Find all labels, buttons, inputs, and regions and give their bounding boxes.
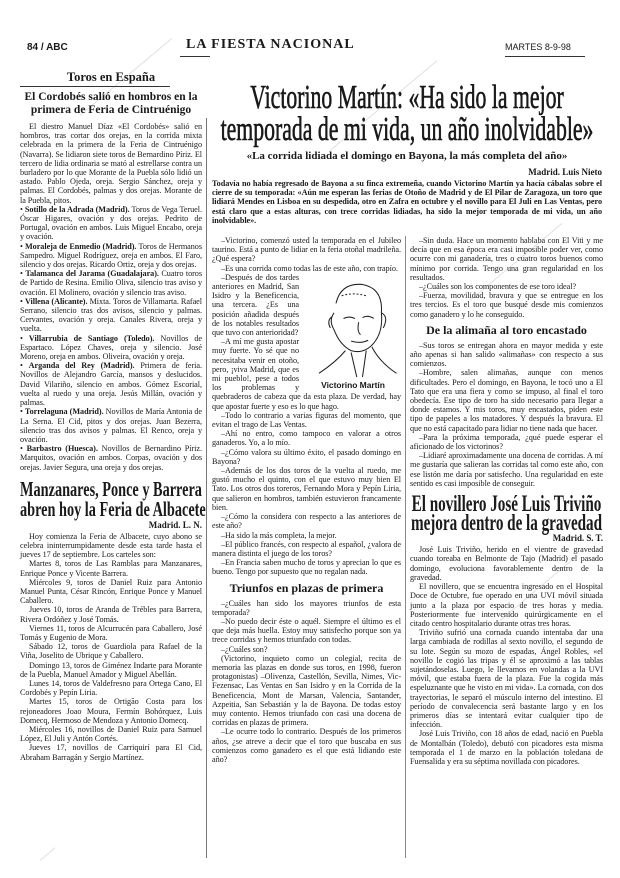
result-text: Toros de Vega Teruel. Óscar Higares, ovación y dos orejas. Pedrito de Portugal, ovación en ambos. Luis Miguel Encabo, oreja y ovación. (20, 204, 202, 242)
left-column (20, 70, 206, 762)
trivino-headline (410, 491, 603, 536)
paragraph: Hoy comienza la Feria de Albacete, cuyo abono se celebra ininterrumpidamente desde esta tarde hasta el jueves 17 de septiembre. Los carteles son: (20, 531, 202, 560)
albacete-body (20, 532, 202, 762)
section-kicker: Toros en España (66, 70, 156, 84)
divider (505, 56, 585, 57)
divider (20, 86, 170, 87)
bullet-icon: • (20, 444, 27, 454)
headline-line: Manzanares, Ponce y Barrera (20, 476, 202, 501)
paragraph: –Fuerza, movilidad, bravura y que se entregue en los tres tercios. Es el toro que busqué desde mis comienzos como ganadero y lo he conseguido. (410, 291, 603, 319)
result-item (20, 444, 202, 472)
paragraph: –Ha sido la más completa, la mejor. (221, 530, 337, 540)
portrait-photo (305, 275, 401, 390)
main-article-header (212, 79, 602, 225)
paragraph: –Lidiaré aproximadamente una docena de corridas. A mí me gustaría que salieran las corridas tal como este año, con ese listón me daría por satisfecho. Una regularidad en este sentido es casi imposible de conseguir. (410, 451, 603, 488)
result-text: Toros de Hermanos Sampedro. Miguel Rodríguez, oreja en ambos. El Faro, silencio y dos orejas. Ricardo Ortiz, oreja y dos orejas. (20, 241, 202, 270)
bullet-icon: • (20, 204, 25, 214)
paragraph: –El público francés, con respecto al español, ¿valora de manera distinta el juego de los toros? (212, 539, 401, 558)
bullet-icon: • (20, 333, 29, 343)
paragraph: Miércoles 9, toros de Daniel Ruiz para Antonio Manuel Punta, César Rincón, Enrique Ponce y Manuel Caballero. (20, 577, 202, 606)
result-text: Primera de feria. Novillos de Alejandro García, mansos y deslucidos. David Vilariño, silencio en ambos. Gómez Escorial, vuelta al ruedo y una oreja. Jesús Millán, ovación y palmas. (20, 361, 202, 408)
watermark-line (40, 847, 56, 861)
issue-date: MARTES 8-9-98 (505, 42, 571, 52)
paragraph: Jueves 17, novillos de Carriquirí para El Cid, Abraham Barragán y Sergio Martínez. (20, 743, 202, 762)
main-headline: Victorino Martín: «Ha sido la mejor (250, 79, 564, 116)
main-subtitle: «La corrida lidiada el domingo en Bayona, la más completa del año» (246, 150, 568, 162)
byline: Madrid. Luis Nieto (528, 167, 602, 177)
paragraph: –¿Cuáles son los componentes de ese toro ideal? (419, 282, 577, 292)
result-item (20, 407, 202, 444)
result-place: Talamanca del Jarama (Guadalajara). (25, 269, 159, 279)
result-item (20, 205, 202, 242)
byline: Madrid. L. N. (148, 519, 202, 530)
paragraph: José Luis Triviño, herido en el vientre de gravedad cuando toreaba en Belmonte de Tajo (Madrid) el pasado domingo, evoluciona favorablemente dentro de la gravedad. (410, 545, 603, 582)
result-text: Cuatro toros de Partido de Resina. Emilio Oliva, silencio tras aviso y ovación. El Molinero, ovación y silencio tras aviso. (20, 269, 202, 297)
paragraph: –Además de los dos toros de la vuelta al ruedo, me gustó mucho el quinto, con el que estuvo muy bien El Tato. Los otros dos toreros, Fernando Mora y Pepín Liria, que salieron en hombros, también estuvieron francamente bien. (212, 466, 401, 512)
column-rule (206, 118, 207, 858)
result-item (20, 334, 202, 362)
paragraph: –Después de dos tardes anteriores en Madrid, San Isidro y la Beneficencia, una tercera. ¿Es una posición añadida después de los notables resultados que tuvo con anterioridad? (212, 272, 299, 338)
result-text: Novillos de María Antonia de La Serna. El Cid, pitos y dos orejas. Juan Bezerra, silencio tras dos avisos y palmas. El Renco, oreja y ovación. (20, 407, 202, 444)
bullet-icon: • (20, 407, 25, 417)
result-place: Moraleja de Enmedio (Madrid). (25, 241, 137, 251)
paragraph: Triviño sufrió una cornada cuando intentaba dar una larga cambiada de rodillas al sexto novillo, el segundo de su lote. Según su mozo de espadas, Ángel Robles, «el novillo le cogió las tripas y él se aproximó a las tablas sujetándoselas. Luego, le llevamos en volandas a la UVI móvil, que estaba fuera de la plaza. Fue la cogida más espeluznante que he visto en mi vida». La cornada, con dos trayectorias, le separó el músculo interno del intestino. El período de convalecencia será bastante largo y en los primeros días se intentará evitar cualquier tipo de infección. (410, 628, 603, 730)
result-item (20, 361, 202, 407)
bullet-icon: • (20, 296, 25, 306)
paragraph: José Luis Triviño, con 18 años de edad, nació en Puebla de Montalbán (Toledo), debutó con picadores esta misma temporada el 1 de marzo en la población toledana de Fuensalida y era su séptima novillada con picadores. (410, 729, 603, 766)
lead-paragraph: Todavía no había regresado de Bayona a su finca extremeña, cuando Victorino Martín ya hacía cábalas sobre el cierre de su temporada: «Aún me esperan las ferias de Otoño de Madrid y de El Pilar de Zaragoza, un toro que lidiará Mendes en Lisboa en su despedida, otro en Zafra en octubre y el novillo para El Juli en Las Ventas, pero está claro que a estas alturas, con trece corridas lidiadas, ha sido la mejor temporada de mi vida, un año inolvidable». (212, 179, 602, 225)
paragraph: –Es una corrida como todas las de este año, con trapío. (221, 263, 398, 273)
paragraph: Domingo 13, toros de Giménez Indarte para Morante de la Puebla, Manuel Amador y Miguel Abellán. (20, 660, 202, 679)
bullet-icon: • (20, 269, 26, 279)
divider (180, 56, 210, 57)
main-lead (212, 179, 602, 225)
result-item (20, 242, 202, 270)
page-number: 84 / ABC (27, 42, 68, 53)
paragraph: –Sus toros se entregan ahora en mayor medida y este año apenas si han salido «alimañas» con respecto a sus comienzos. (410, 340, 603, 369)
subhead: De la alimaña al toro encastado (426, 322, 587, 337)
results-body (20, 122, 202, 472)
paragraph: –Para la próxima temporada, ¿qué puede esperar el aficionado de los victorinos? (410, 432, 603, 452)
paragraph: Martes 15, toros de Ortigão Costa para los rejoneadores Joao Moura, Fermín Bohórquez, Luis Domecq, Hermoso de Mendoza y Antonio Domecq. (20, 697, 202, 725)
result-place: Sotillo de la Adrada (Madrid). (24, 204, 130, 214)
paragraph: –Ahí no entro, como tampoco en valorar a otros ganaderos. Yo, a lo mío. (212, 429, 401, 448)
paragraph: –Sin duda. Hace un momento hablaba con El Viti y me decía que en esa época era casi imposible poder ver, como ocurre con mi ganadería, tres o cuatro toros buenos como mínimo por corrida. Tengo una gran regularidad en los resultados. (410, 236, 603, 282)
paragraph: –¿Cómo valora su último éxito, el pasado domingo en Bayona? (212, 447, 401, 466)
result-item (20, 269, 202, 297)
paragraph: El novillero, que se encuentra ingresado en el Hospital Doce de Octubre, fue operado en una UVI móvil situada junto a la plaza por espacio de tres horas y media. Posteriormente fue intervenido quirúrgicamente en el citado centro hospitalario durante otras tres horas. (410, 582, 603, 628)
paragraph: –No puedo decir éste o aquél. Siempre el último es el que deja más huella. Estoy muy satisfecho porque son ya trece corridas y hemos triunfado con todas. (212, 616, 401, 645)
result-text: Novillos de Espartaco. López Chaves, oreja y silencio. José Moreno, oreja en ambos. Oliveira, ovación y oreja. (20, 333, 202, 362)
article-headline: El Cordobés salió en hombros en la primera de Feria de Cintruénigo (24, 91, 198, 116)
paragraph: Sábado 12, toros de Guardiola para Rafael de la Viña, Joselito de Ubrique y Caballero. (20, 642, 202, 661)
result-place: Villena (Alicante). (24, 296, 88, 306)
headline-line: El novillero José Luis Triviño (411, 491, 602, 517)
result-text: Mixta. Toros de Villamarta. Rafael Serrano, silencio tras dos avisos, silencio y palmas. Cervantes, ovación y oreja. Canales Rivera, oreja y vuelta. (20, 296, 202, 334)
photo-caption: Victorino Martín (321, 380, 385, 391)
paragraph: Miércoles 16, novillos de Daniel Ruiz para Samuel López, El Juli y Antón Cortés. (20, 724, 202, 744)
main-headline: temporada de mi vida, un año inolvidable» (220, 111, 594, 148)
bullet-icon: • (20, 241, 25, 251)
bullet-icon: • (20, 361, 29, 371)
paragraph: Lunes 14, toros de Valdefresno para Ortega Cano, El Cordobés y Pepín Liria. (20, 678, 202, 698)
paragraph: –Hombre, salen alimañas, aunque con menos dificultades. Pero el domingo, en Bayona, le tocó uno a El Tato que era una fiera y como se impuso, al final el toro obedecía. Ese tipo de toro ha sido necesario para llegar a donde estamos. Y mis toros, muy encastados, piden este tipo de papeles a los matadores. Y después la bravura. El que no está capacitado para lidiar no tiene nada que hacer. (410, 368, 603, 433)
portrait-sketch (305, 275, 401, 379)
paragraph: Martes 8, toros de Las Ramblas para Manzanares, Enrique Ponce y Vicente Barrera. (20, 559, 202, 578)
result-place: Villarrubia de Santiago (Toledo). (28, 333, 155, 343)
paragraph: –Victorino, comenzó usted la temporada en el Jubileo taurino. Está a punto de lidiar en la feria otoñal madrileña. ¿Qué espera? (212, 236, 401, 264)
paragraph: (Victorino, inquieto como un colegial, recita de memoria las plazas en donde sus toros, en 1998, fueron protagonistas) –Olivenza, Castellón, Sevilla, Nimes, Vic-Fezensac, Las Ventas en San Isidro y en la Corrida de la Beneficencia, Mont de Marsan, Valencia, Santander, Azpeitia, San Sebastián y la de Bayona. De todas estoy muy contento. Hemos triunfado con casi una docena de corridas en plazas de primera. (212, 653, 401, 728)
paragraph: –En Francia saben mucho de toros y aprecian lo que es bueno. Tengo por supuesto que no regalan nada. (212, 558, 401, 577)
paragraph: –Le ocurre todo lo contrario. Después de los primeros años, ¿se atreve a decir que el toro que buscaba en sus comienzos como ganadero es el que está lidiando este año? (212, 727, 401, 764)
paragraph: Jueves 10, toros de Aranda de Trébles para Barrera, Rivera Ordóñez y José Tomás. (20, 605, 202, 624)
result-place: Barbastro (Huesca). (26, 444, 98, 454)
paragraph: –A mí me gusta apostar muy fuerte. Yo sé que no necesitaba venir en otoño, pero, ¡viva Madrid, que es mi pueblo!, pese a todos los problemas y quebraderos de cabeza que da esta plaza. De verdad, hay que apostar fuerte y eso es lo que hago. (212, 337, 401, 411)
paragraph: –¿Cómo la considera con respecto a las anteriores de este año? (212, 512, 401, 531)
paragraph: El diestro Manuel Díaz «El Cordobés» salió en hombros, tras cortar dos orejas, en la corrida mixta celebrada en la primera de la Feria de Cintruénigo (Navarra). Se lidiaron siete toros de Bernardino Píriz. El tercero de lidia ordinaria se mató al estrellarse contra un burladero por lo que Morante de la Puebla sólo lidió un astado. Pablo Ojeda, oreja. Sergio Sánchez, oreja y palmas. El Cordobés, palmas y dos orejas. Morante de la Puebla, pitos. (20, 122, 202, 205)
albacete-headline (20, 476, 206, 521)
paragraph: –¿Cuáles son? (221, 644, 268, 654)
interview-column-1 (212, 236, 401, 764)
headline-line: abren hoy la Feria de Albacete (20, 496, 206, 521)
result-item (20, 297, 202, 334)
paragraph: Viernes 11, toros de Alcurrucén para Caballero, José Tomás y Eugenio de Mora. (20, 623, 202, 642)
result-place: Arganda del Rey (Madrid). (28, 361, 135, 371)
paragraph: –Todo lo contrario a varias figuras del momento, que evitan el trago de Las Ventas. (212, 410, 401, 430)
section-title: LA FIESTA NACIONAL (186, 37, 355, 52)
result-place: Torrelaguna (Madrid). (24, 407, 104, 417)
paragraph: –¿Cuáles han sido los mayores triunfos de esta temporada? (212, 598, 401, 617)
interview-column-2 (410, 236, 603, 766)
headline-line: mejora dentro de la gravedad (410, 510, 603, 536)
subhead: Triunfos en plazas de primera (229, 580, 384, 595)
byline: Madrid. S. T. (552, 533, 603, 544)
column-rule (405, 236, 406, 858)
result-text: Novillos de Bernardino Píriz. Marquitos, ovación en ambos. Corpas, ovación y dos orejas. Javier Segura, una oreja y dos orejas. (20, 444, 202, 472)
